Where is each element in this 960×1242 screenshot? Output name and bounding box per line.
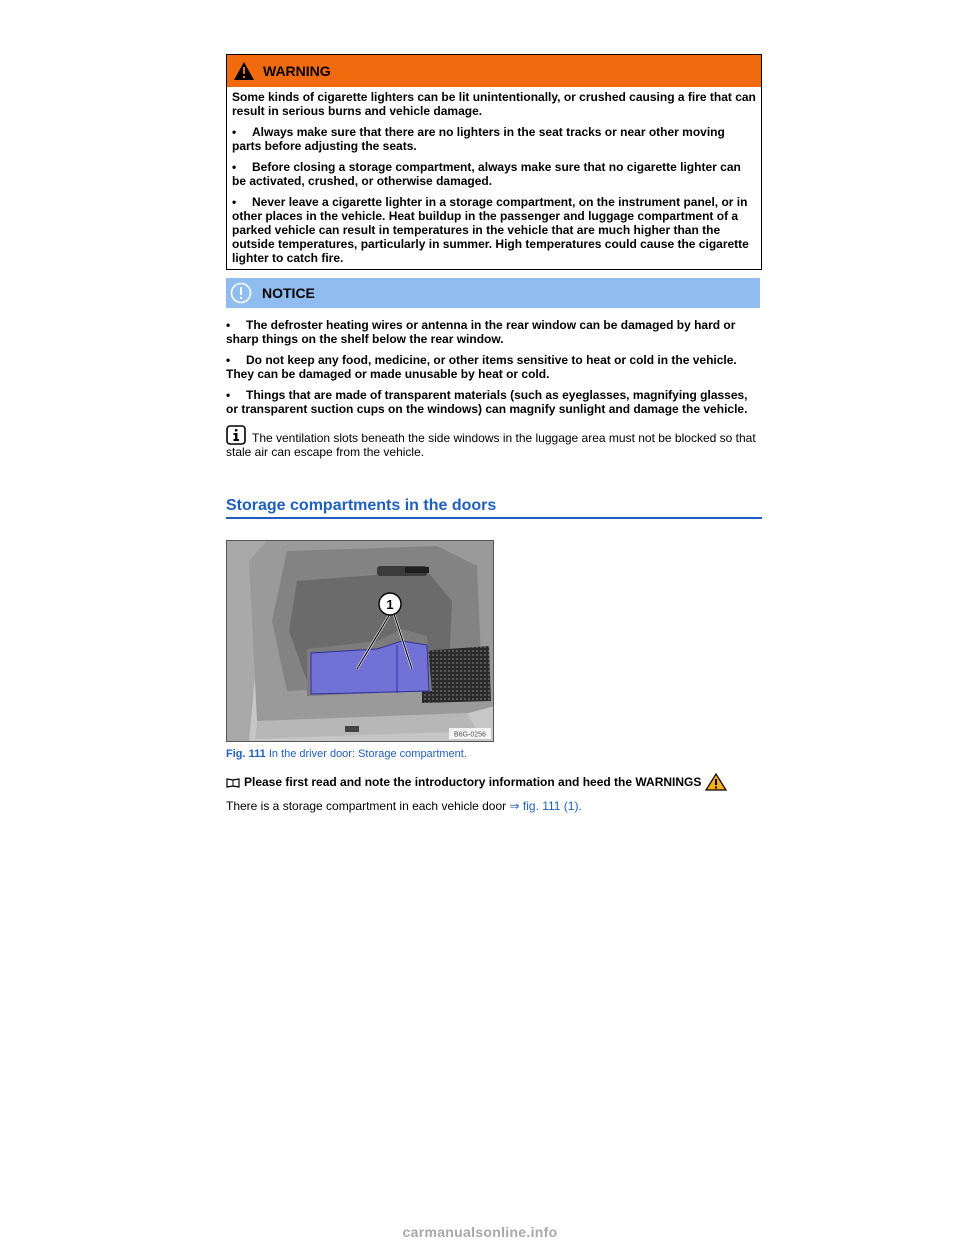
read-first-line	[226, 773, 727, 791]
figure-code: B6G-0256	[454, 731, 486, 739]
notice-item: • The defroster heating wires or antenna in the rear window can be damaged by hard or sharp things on the shelf below the rear window.	[226, 318, 736, 346]
footer-watermark: carmanualsonline.info	[402, 1224, 558, 1240]
notice-body	[226, 318, 762, 423]
warning-header	[227, 55, 761, 87]
figure-label: Fig. 111	[226, 748, 266, 760]
read-first-text: Please first read and note the introductory information and heed the WARNINGS	[244, 775, 702, 789]
info-note	[226, 425, 762, 459]
notice-header	[226, 278, 760, 308]
body-text: There is a storage compartment in each vehicle door	[226, 799, 507, 813]
warning-item: • Always make sure that there are no lighters in the seat tracks or near other moving parts before adjusting the seats.	[232, 125, 725, 153]
figure-caption-text: In the driver door: Storage compartment.	[268, 748, 467, 760]
figure-caption	[226, 748, 467, 760]
warning-box	[226, 54, 762, 270]
warning-item: • Never leave a cigarette lighter in a storage compartment, on the instrument panel, or in other places in the vehicle. Heat buildup in the passenger and luggage compartment of a parked vehicle can result in temperatures in the vehicle that are much higher than the outside temperatures, particularly in summer. High temperatures could cause the cigarette lighter to catch fire.	[232, 195, 749, 265]
body-paragraph	[226, 799, 582, 813]
notice-item: • Do not keep any food, medicine, or other items sensitive to heat or cold in the vehicle. They can be damaged or made unusable by heat or cold.	[226, 353, 737, 381]
exclamation-circle-icon	[230, 282, 252, 304]
info-text: The ventilation slots beneath the side windows in the luggage area must not be blocked so that stale air can escape from the vehicle.	[226, 431, 756, 459]
bullet-icon: •	[226, 353, 231, 367]
warning-title: WARNING	[263, 63, 331, 79]
open-book-icon	[226, 777, 240, 788]
info-icon	[226, 425, 246, 445]
bullet-icon: •	[232, 125, 237, 139]
door-storage-figure	[226, 540, 494, 742]
warning-intro: Some kinds of cigarette lighters can be lit unintentionally, or crushed causing a fire that can result in serious burns and vehicle damage.	[232, 90, 756, 118]
door-illustration	[227, 541, 494, 742]
bullet-icon: •	[232, 195, 237, 209]
warning-triangle-icon	[705, 773, 727, 791]
figure-link[interactable]: ⇒ fig. 111 (1).	[509, 799, 582, 813]
notice-item: • Things that are made of transparent materials (such as eyeglasses, magnifying glasses, or transparent suction cups on the windows) can magnify sunlight and damage the vehicle.	[226, 388, 748, 416]
bullet-icon: •	[232, 160, 237, 174]
callout-number: 1	[386, 597, 394, 612]
bullet-icon: •	[226, 388, 231, 402]
warning-item: • Before closing a storage compartment, always make sure that no cigarette lighter can be activated, crushed, or otherwise damaged.	[232, 160, 741, 188]
bullet-icon: •	[226, 318, 231, 332]
section-heading	[226, 497, 762, 519]
warning-body	[227, 87, 761, 269]
section-title: Storage compartments in the doors	[226, 497, 497, 514]
warning-triangle-icon	[233, 61, 255, 81]
notice-title: NOTICE	[262, 285, 315, 301]
